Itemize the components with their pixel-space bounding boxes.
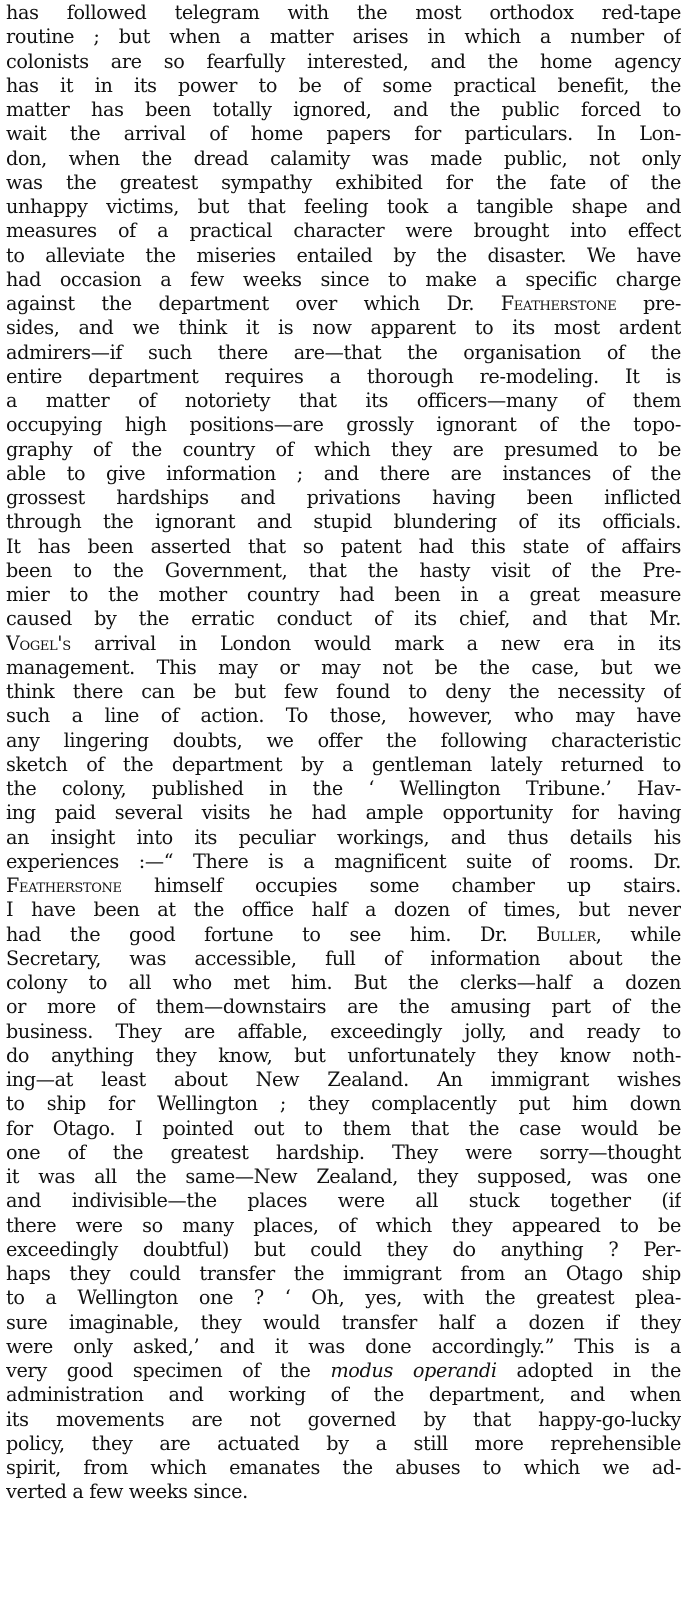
text-line — [6, 1480, 681, 1504]
text-line — [6, 50, 681, 74]
text-line — [6, 1456, 681, 1480]
text-segment: caused by the erratic conduct of its chief, and that Mr. — [6, 607, 681, 631]
text-segment: very good specimen of the — [6, 1359, 331, 1382]
text-line — [6, 583, 681, 607]
text-line — [6, 1408, 681, 1432]
text-line — [6, 122, 681, 146]
proper-name: Vogel's — [6, 631, 71, 655]
text-segment: think there can be but few found to deny the necessity of — [6, 680, 681, 703]
text-line — [6, 729, 681, 753]
text-segment: the colony, published in the ‘ Wellington Tribune.’ Hav- — [6, 777, 681, 800]
text-segment: exceedingly doubtful) but could they do anything ? Per- — [6, 1237, 681, 1261]
text-line — [6, 462, 681, 486]
text-line — [6, 777, 681, 801]
text-line — [6, 316, 681, 340]
text-line — [6, 1335, 681, 1359]
text-segment: mier to the mother country had been in a great measure — [6, 583, 681, 606]
text-line — [6, 898, 681, 922]
text-line — [6, 850, 681, 874]
text-segment: sure imaginable, they would transfer half a dozen if they — [6, 1310, 681, 1334]
text-segment: such a line of action. To those, however, who may have — [6, 704, 681, 728]
text-line — [6, 826, 681, 850]
text-segment: colony to all who met him. But the clerks—half a dozen — [6, 971, 681, 994]
text-segment: been to the Government, that the hasty visit of the Pre- — [6, 558, 681, 582]
text-segment: I have been at the office half a dozen of times, but never — [6, 898, 681, 922]
text-line — [6, 1044, 681, 1068]
text-segment: haps they could transfer the immigrant from an Otago ship — [6, 1262, 681, 1285]
text-segment: grossest hardships and privations having been inflicted — [6, 486, 681, 509]
text-line — [6, 244, 681, 268]
text-line — [6, 1383, 681, 1407]
text-line — [6, 535, 681, 559]
text-line — [6, 704, 681, 728]
text-segment: administration and working of the department, and when — [6, 1383, 681, 1407]
text-line — [6, 680, 681, 704]
text-line — [6, 923, 681, 947]
text-line — [6, 559, 681, 583]
text-line — [6, 947, 681, 971]
text-line — [6, 219, 681, 243]
text-segment: graphy of the country of which they are presumed to be — [6, 437, 681, 461]
text-segment: through the ignorant and stupid blundering of its officials. — [6, 510, 681, 534]
text-segment: entire department requires a thorough re-modeling. It is — [6, 364, 681, 388]
text-segment: for Otago. I pointed out to them that the case would be — [6, 1116, 681, 1140]
text-segment: it was all the same—New Zealand, they supposed, was one — [6, 1165, 681, 1188]
text-segment: himself occupies some chamber up stairs. — [121, 874, 681, 897]
text-segment: matter has been totally ignored, and the public forced to — [6, 98, 681, 121]
text-segment: admirers—if such there are—that the organisation of the — [6, 340, 681, 364]
text-segment: able to give information ; and there are instances of the — [6, 461, 681, 485]
italic-phrase: modus operandi — [330, 1359, 497, 1382]
proper-name: Buller — [536, 922, 596, 946]
text-segment: management. This may or may not be the case, but we — [6, 655, 681, 679]
text-segment: sides, and we think it is now apparent to its most ardent — [6, 316, 681, 340]
text-segment: ing paid several visits he had ample opportunity for having — [6, 801, 681, 825]
text-line — [6, 147, 681, 171]
text-line — [6, 486, 681, 510]
text-line — [6, 365, 681, 389]
text-segment: routine ; but when a matter arises in which a number of — [6, 25, 681, 49]
article-body — [6, 1, 681, 1505]
text-segment: policy, they are actuated by a still more reprehensible — [6, 1431, 681, 1455]
text-segment: unhappy victims, but that feeling took a tangible shape and — [6, 195, 681, 218]
text-segment: Secretary, was accessible, full of information about the — [6, 946, 681, 970]
text-segment: adopted in the — [496, 1359, 681, 1382]
text-segment: one of the greatest hardship. They were sorry—thought — [6, 1140, 681, 1164]
text-line — [6, 632, 681, 656]
text-line — [6, 1020, 681, 1044]
text-line — [6, 1238, 681, 1262]
text-line — [6, 268, 681, 292]
text-segment: and indivisible—the places were all stuck together (if — [6, 1189, 681, 1213]
text-segment: to a Wellington one ? ‘ Oh, yes, with the greatest plea- — [6, 1286, 681, 1310]
text-line — [6, 341, 681, 365]
text-segment: was the greatest sympathy exhibited for the fate of the — [6, 170, 681, 194]
text-line — [6, 1359, 681, 1383]
text-line — [6, 1214, 681, 1238]
text-segment: don, when the dread calamity was made public, not only — [6, 146, 681, 170]
text-line — [6, 1165, 681, 1189]
text-segment: had occasion a few weeks since to make a specific charge — [6, 267, 681, 291]
text-segment: do anything they know, but unfortunately they know noth- — [6, 1043, 681, 1067]
text-segment: ing—at least about New Zealand. An immigrant wishes — [6, 1068, 681, 1091]
text-segment: experiences :—“ There is a magnificent suite of rooms. Dr. — [6, 849, 681, 873]
text-line — [6, 25, 681, 49]
text-line — [6, 74, 681, 98]
text-line — [6, 995, 681, 1019]
text-segment: business. They are affable, exceedingly jolly, and ready to — [6, 1019, 681, 1043]
text-segment: an insight into its peculiar workings, and thus details his — [6, 825, 681, 849]
text-segment: or more of them—downstairs are the amusing part of the — [6, 995, 681, 1019]
text-segment: verted a few weeks since. — [6, 1480, 248, 1504]
text-line — [6, 438, 681, 462]
text-line — [6, 607, 681, 631]
text-line — [6, 1068, 681, 1092]
text-segment: has it in its power to be of some practical benefit, the — [6, 73, 681, 97]
text-line — [6, 1117, 681, 1141]
text-segment: arrival in London would mark a new era in its — [70, 631, 681, 655]
text-segment: pre- — [616, 292, 681, 315]
text-segment: a matter of notoriety that its officers—many of them — [6, 389, 681, 412]
text-line — [6, 1, 681, 25]
text-segment: to alleviate the miseries entailed by the disaster. We have — [6, 243, 681, 267]
text-line — [6, 195, 681, 219]
proper-name: Featherstone — [6, 874, 122, 897]
text-line — [6, 753, 681, 777]
text-segment: there were so many places, of which they appeared to be — [6, 1213, 681, 1237]
text-line — [6, 1092, 681, 1116]
text-line — [6, 971, 681, 995]
text-segment: were only asked,’ and it was done accordingly.” This is a — [6, 1334, 681, 1358]
text-line — [6, 656, 681, 680]
text-segment: colonists are so fearfully interested, and the home agency — [6, 49, 681, 73]
text-segment: any lingering doubts, we offer the following characteristic — [6, 728, 681, 752]
text-segment: measures of a practical character were brought into effect — [6, 219, 681, 243]
proper-name: Featherstone — [500, 292, 617, 315]
text-line — [6, 1141, 681, 1165]
text-line — [6, 1311, 681, 1335]
text-segment: wait the arrival of home papers for particulars. In Lon- — [6, 122, 681, 146]
text-segment: spirit, from which emanates the abuses to which we ad- — [6, 1456, 681, 1479]
text-segment: has followed telegram with the most orthodox red-tape — [6, 1, 681, 24]
text-segment: had the good fortune to see him. Dr. — [6, 922, 537, 946]
text-segment: sketch of the department by a gentleman lately returned to — [6, 752, 681, 776]
text-line — [6, 1432, 681, 1456]
text-line — [6, 98, 681, 122]
text-line — [6, 510, 681, 534]
text-segment: its movements are not governed by that happy-go-lucky — [6, 1407, 681, 1431]
text-line — [6, 171, 681, 195]
text-line — [6, 801, 681, 825]
text-line — [6, 292, 681, 316]
text-segment: against the department over which Dr. — [6, 292, 501, 315]
text-line — [6, 1189, 681, 1213]
text-line — [6, 874, 681, 898]
text-segment: to ship for Wellington ; they complacently put him down — [6, 1092, 681, 1116]
text-line — [6, 413, 681, 437]
text-segment: occupying high positions—are grossly ignorant of the topo- — [6, 413, 681, 437]
text-line — [6, 1286, 681, 1310]
text-line — [6, 1262, 681, 1286]
text-line — [6, 389, 681, 413]
text-segment: , while — [595, 922, 681, 946]
text-segment: It has been asserted that so patent had this state of affairs — [6, 534, 681, 558]
